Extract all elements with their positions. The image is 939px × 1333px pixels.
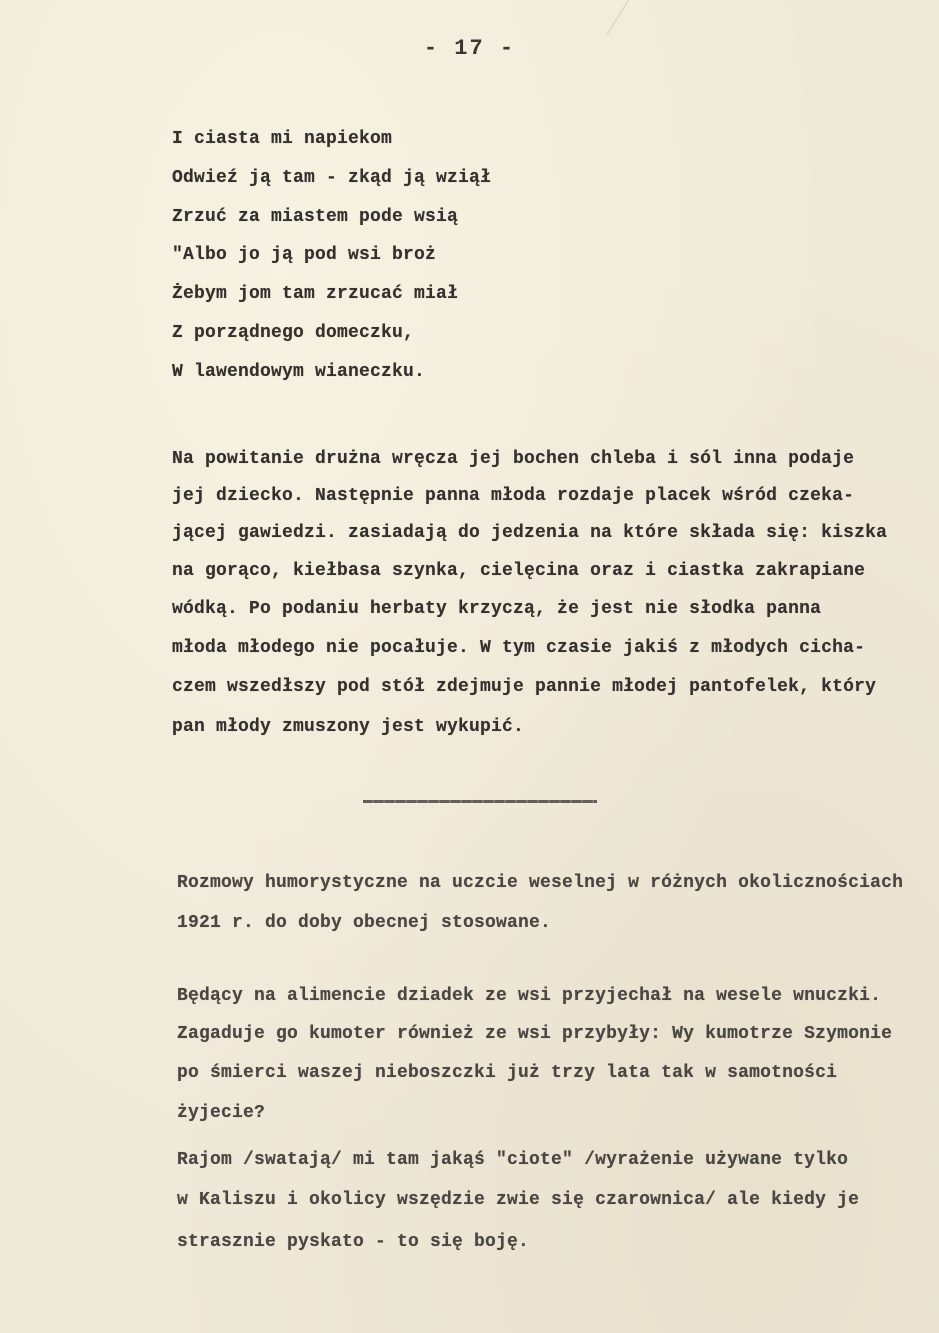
dialogue-line: strasznie pyskato - to się boję.	[177, 1232, 530, 1252]
dialogue-line: w Kaliszu i okolicy wszędzie zwie się czarownica/ ale kiedy je	[177, 1190, 860, 1210]
dialogue-line: żyjecie?	[177, 1103, 266, 1123]
section-divider	[363, 800, 597, 803]
paragraph-line: jej dziecko. Następnie panna młoda rozdaje placek wśród czeka-	[172, 486, 855, 506]
poem-line: Odwieź ją tam - zkąd ją wziął	[172, 168, 492, 188]
dialogue-line: po śmierci waszej nieboszczki już trzy lata tak w samotności	[177, 1063, 838, 1083]
section-heading-line: 1921 r. do doby obecnej stosowane.	[177, 913, 552, 933]
paragraph-line: jącej gawiedzi. zasiadają do jedzenia na które składa się: kiszka	[172, 523, 888, 543]
paragraph-line: młoda młodego nie pocałuje. W tym czasie jakiś z młodych cicha-	[172, 638, 866, 658]
paragraph-line: na gorąco, kiełbasa szynka, cielęcina oraz i ciastka zakrapiane	[172, 561, 866, 581]
paragraph-line: wódką. Po podaniu herbaty krzyczą, że jest nie słodka panna	[172, 599, 822, 619]
section-heading-line: Rozmowy humorystyczne na uczcie weselnej w różnych okolicznościach	[177, 873, 904, 893]
poem-line: "Albo jo ją pod wsi broż	[172, 245, 437, 265]
paper-crease	[607, 0, 629, 34]
paragraph-line: czem wszedłszy pod stół zdejmuje pannie młodej pantofelek, który	[172, 677, 877, 697]
poem-line: Z porządnego domeczku,	[172, 323, 415, 343]
page-number: - 17 -	[423, 36, 516, 61]
poem-line: W lawendowym wianeczku.	[172, 362, 426, 382]
dialogue-line: Będący na alimencie dziadek ze wsi przyjechał na wesele wnuczki.	[177, 986, 882, 1006]
paragraph-line: Na powitanie drużna wręcza jej bochen chleba i sól inna podaje	[172, 449, 855, 469]
poem-line: I ciasta mi napiekom	[172, 129, 393, 149]
paragraph-line: pan młody zmuszony jest wykupić.	[172, 717, 525, 737]
poem-line: Zrzuć za miastem pode wsią	[172, 207, 459, 227]
poem-line: Żebym jom tam zrzucać miał	[172, 284, 459, 304]
dialogue-line: Rajom /swatają/ mi tam jakąś "ciote" /wyrażenie używane tylko	[177, 1150, 849, 1170]
dialogue-line: Zagaduje go kumoter również ze wsi przybyły: Wy kumotrze Szymonie	[177, 1024, 893, 1044]
